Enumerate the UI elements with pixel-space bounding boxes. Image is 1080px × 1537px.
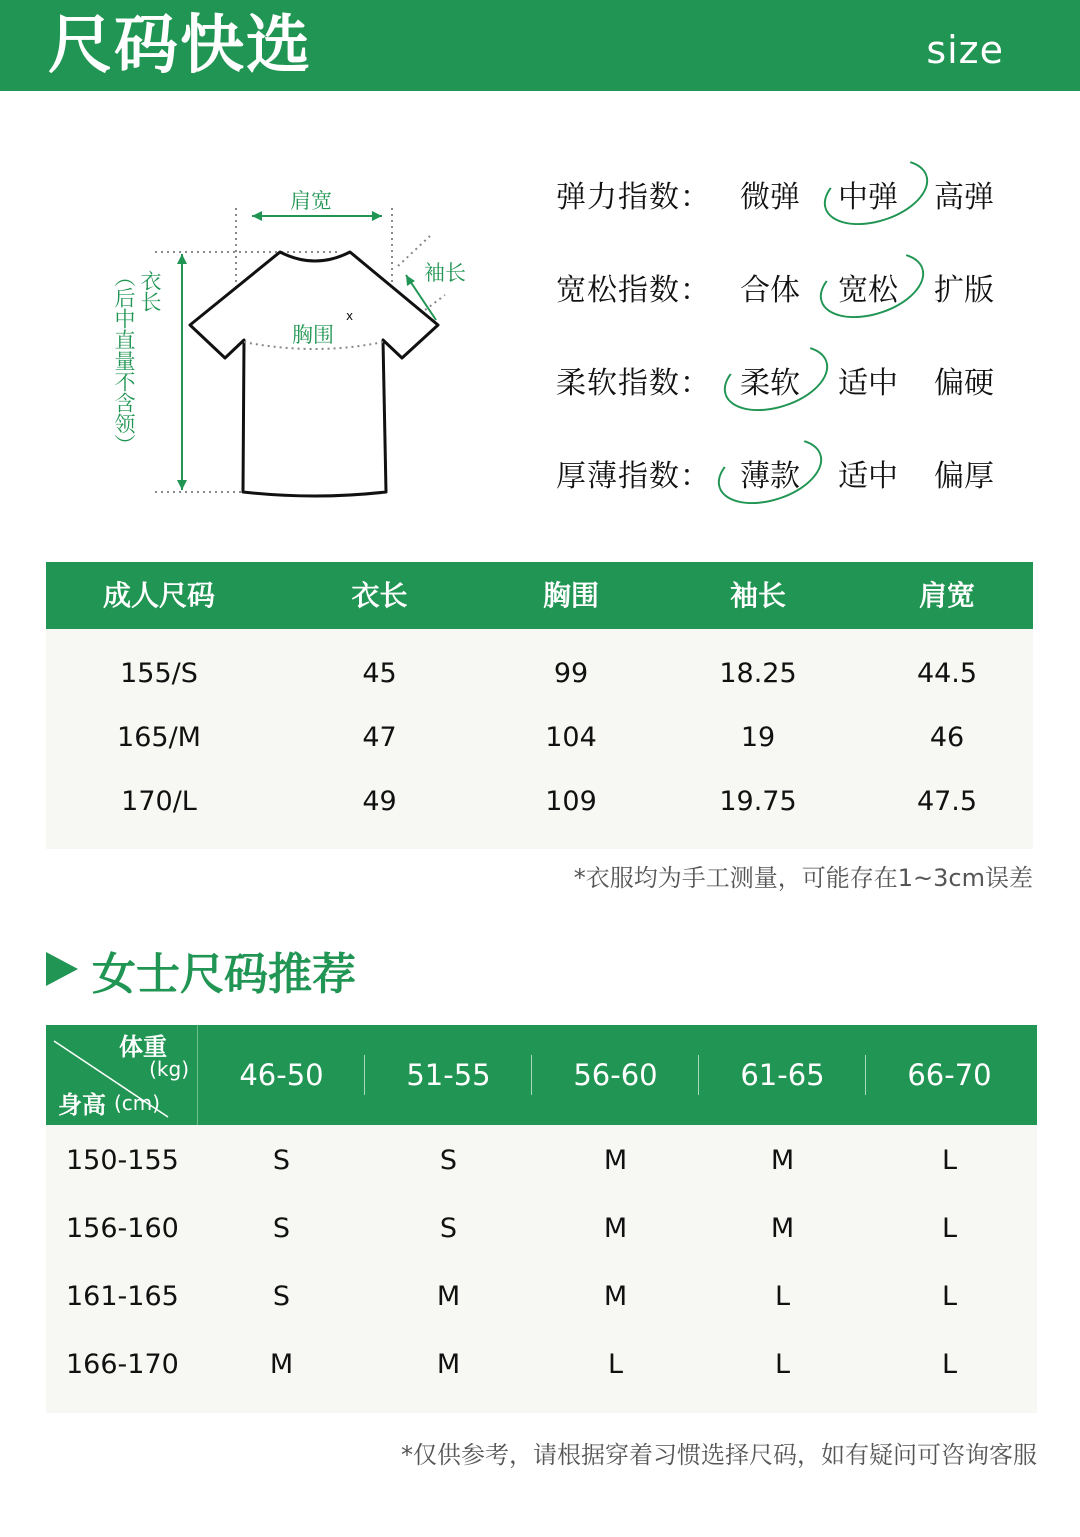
size-cell: M (603, 1281, 628, 1312)
height-cell: 161-165 (66, 1281, 179, 1312)
corner-height: 身高 (58, 1091, 106, 1119)
size-cell: S (272, 1281, 291, 1312)
index-row-elasticity (556, 150, 1036, 243)
corner-weight: 体重 (119, 1033, 167, 1061)
weight-header: 66-70 (907, 1058, 992, 1092)
label-sleeve: 袖长 (424, 261, 466, 285)
index-option: 偏硬 (934, 366, 994, 401)
header-bar (0, 0, 1080, 91)
index-option: 适中 (838, 366, 898, 401)
index-label: 宽松指数： (556, 273, 711, 308)
recommend-table (46, 1025, 1037, 1413)
table-row (46, 706, 1033, 770)
index-option: 微弹 (740, 180, 800, 215)
size-cell: S (439, 1213, 458, 1244)
size-cell: M (436, 1349, 461, 1380)
index-label: 柔软指数： (556, 366, 711, 401)
size-cell: S (439, 1145, 458, 1176)
index-label: 厚薄指数： (556, 459, 711, 494)
index-option-selected: 柔软 (740, 366, 800, 401)
header-cell: 胸围 (542, 579, 599, 612)
recommend-table-header (46, 1025, 1037, 1125)
table-cell: 19.75 (719, 786, 797, 817)
size-cell: L (774, 1281, 791, 1312)
index-option-selected: 薄款 (740, 459, 800, 494)
table-cell: 19 (740, 722, 776, 753)
table-cell: 47.5 (916, 786, 978, 817)
fabric-indices (556, 150, 1036, 522)
index-row-looseness (556, 243, 1036, 336)
header-cell: 袖长 (729, 579, 786, 612)
table-cell: 99 (553, 658, 589, 689)
corner-cell (46, 1025, 198, 1125)
size-cell: L (774, 1349, 791, 1380)
size-table-header (46, 562, 1033, 629)
index-option: 扩版 (934, 273, 994, 308)
header-cell: 成人尺码 (102, 579, 215, 612)
tshirt-measure-diagram (110, 170, 490, 510)
size-cell: S (272, 1145, 291, 1176)
label-length: 衣长 (138, 270, 162, 312)
table-row (46, 642, 1033, 706)
size-cell: L (941, 1213, 958, 1244)
label-length-note: （后中直量不含领） (112, 266, 136, 455)
size-cell: M (436, 1281, 461, 1312)
table-cell: 45 (362, 658, 397, 689)
label-chest: 胸围 (292, 323, 334, 347)
table-cell: 170/L (121, 786, 197, 817)
index-option: 高弹 (934, 180, 994, 215)
size-cell: L (941, 1145, 958, 1176)
header-cell: 衣长 (351, 579, 408, 612)
index-option-selected: 中弹 (838, 180, 898, 215)
table-cell: 47 (362, 722, 397, 753)
table-row (46, 1127, 1037, 1195)
index-row-softness (556, 336, 1036, 429)
size-cell: L (607, 1349, 624, 1380)
size-cell: S (272, 1213, 291, 1244)
size-cell: M (603, 1213, 628, 1244)
height-cell: 156-160 (66, 1213, 179, 1244)
index-label: 弹力指数： (556, 180, 711, 215)
height-cell: 150-155 (66, 1145, 179, 1176)
table-cell: 46 (929, 722, 965, 753)
header-cell: 肩宽 (918, 579, 975, 612)
height-cell: 166-170 (66, 1349, 179, 1380)
recommend-table-body (46, 1125, 1037, 1413)
index-row-thickness (556, 429, 1036, 522)
section-title-text: 女士尺码推荐 (92, 949, 356, 1000)
table-row (46, 1263, 1037, 1331)
size-table (46, 562, 1033, 849)
size-cell: M (770, 1213, 795, 1244)
page-title: 尺码快选 (48, 9, 312, 83)
index-option: 适中 (838, 459, 898, 494)
weight-header: 61-65 (699, 1025, 866, 1125)
index-option-selected: 宽松 (838, 273, 898, 308)
table-row (46, 770, 1033, 834)
label-center-mark: x (346, 309, 354, 323)
table-cell: 18.25 (719, 658, 797, 689)
measure-note: *衣服均为手工测量，可能存在1~3cm误差 (573, 864, 1033, 892)
corner-height-unit: (cm) (114, 1091, 161, 1115)
table-cell: 109 (545, 786, 597, 817)
size-cell: M (770, 1145, 795, 1176)
index-option: 偏厚 (934, 459, 994, 494)
table-cell: 165/M (117, 722, 201, 753)
table-row (46, 1331, 1037, 1399)
index-option: 合体 (740, 273, 800, 308)
table-cell: 49 (362, 786, 397, 817)
weight-header: 46-50 (198, 1025, 365, 1125)
reference-note: *仅供参考，请根据穿着习惯选择尺码，如有疑问可咨询客服 (401, 1441, 1037, 1469)
size-table-body (46, 629, 1033, 849)
label-shoulder: 肩宽 (290, 189, 332, 213)
size-cell: L (941, 1281, 958, 1312)
corner-weight-unit: (kg) (149, 1057, 189, 1081)
triangle-play-icon (46, 952, 78, 986)
weight-header: 56-60 (532, 1025, 699, 1125)
page-subtitle: size (926, 28, 1004, 72)
size-cell: L (941, 1349, 958, 1380)
table-cell: 44.5 (916, 658, 978, 689)
table-cell: 155/S (120, 658, 198, 689)
table-row (46, 1195, 1037, 1263)
weight-header: 51-55 (365, 1025, 532, 1125)
size-cell: M (603, 1145, 628, 1176)
size-cell: M (269, 1349, 294, 1380)
table-cell: 104 (545, 722, 597, 753)
